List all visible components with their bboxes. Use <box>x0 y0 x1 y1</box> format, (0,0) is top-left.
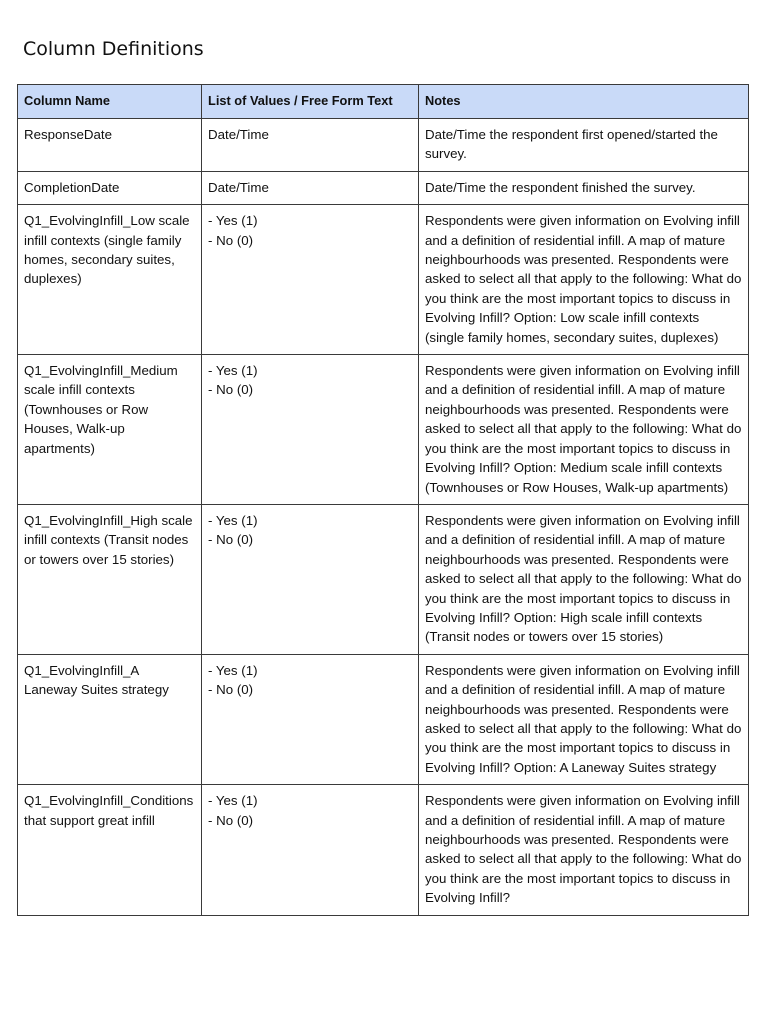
notes-cell: Respondents were given information on Evolving infill and a definition of residential infill. A map of mature neighbourhoods was presented. Respondents were asked to select all that apply to the following: What do you think are the most important topics to discuss in Evolving Infill? Option: High scale infill contexts (Transit nodes or towers over 15 stories) <box>419 504 749 654</box>
column-name-cell: CompletionDate <box>18 171 202 204</box>
values-cell <box>202 119 419 172</box>
value-item: - No (0) <box>208 382 254 398</box>
header-notes: Notes <box>419 85 749 119</box>
column-name-cell: Q1_EvolvingInfill_Medium scale infill contexts (Townhouses or Row Houses, Walk-up apartments) <box>18 355 202 505</box>
value-item: - No (0) <box>208 532 254 548</box>
value-item: - Yes (1) <box>208 363 258 379</box>
table-row <box>18 119 749 172</box>
notes-cell: Date/Time the respondent first opened/started the survey. <box>419 119 749 172</box>
values-cell <box>202 355 419 505</box>
notes-cell: Date/Time the respondent finished the survey. <box>419 171 749 204</box>
value-item: - Yes (1) <box>208 662 258 678</box>
value-item: Date/Time <box>208 179 269 195</box>
values-cell <box>202 654 419 784</box>
column-name-cell: ResponseDate <box>18 119 202 172</box>
value-item: - Yes (1) <box>208 213 258 229</box>
value-item: - No (0) <box>208 232 254 248</box>
column-name-cell: Q1_EvolvingInfill_A Laneway Suites strategy <box>18 654 202 784</box>
values-cell <box>202 785 419 915</box>
table-row <box>18 171 749 204</box>
notes-cell: Respondents were given information on Evolving infill and a definition of residential infill. A map of mature neighbourhoods was presented. Respondents were asked to select all that apply to the following: What do you think are the most important topics to discuss in Evolving Infill? Option: Medium scale infill contexts (Townhouses or Row Houses, Walk-up apartments) <box>419 355 749 505</box>
values-cell <box>202 171 419 204</box>
table-row <box>18 785 749 915</box>
column-definitions-table <box>17 84 749 916</box>
notes-cell: Respondents were given information on Evolving infill and a definition of residential infill. A map of mature neighbourhoods was presented. Respondents were asked to select all that apply to the following: What do you think are the most important topics to discuss in Evolving Infill? Option: A Laneway Suites strategy <box>419 654 749 784</box>
value-item: - Yes (1) <box>208 793 258 809</box>
header-column-name: Column Name <box>18 85 202 119</box>
values-cell <box>202 504 419 654</box>
page-title: Column Definitions <box>23 38 204 60</box>
column-name-cell: Q1_EvolvingInfill_Conditions that support great infill <box>18 785 202 915</box>
notes-cell: Respondents were given information on Evolving infill and a definition of residential infill. A map of mature neighbourhoods was presented. Respondents were asked to select all that apply to the following: What do you think are the most important topics to discuss in Evolving Infill? Option: Low scale infill contexts (single family homes, secondary suites, duplexes) <box>419 205 749 355</box>
table-row <box>18 654 749 784</box>
value-item: - No (0) <box>208 812 254 828</box>
column-name-cell: Q1_EvolvingInfill_High scale infill contexts (Transit nodes or towers over 15 stories) <box>18 504 202 654</box>
table-row <box>18 355 749 505</box>
header-list-of-values: List of Values / Free Form Text <box>202 85 419 119</box>
notes-cell: Respondents were given information on Evolving infill and a definition of residential infill. A map of mature neighbourhoods was presented. Respondents were asked to select all that apply to the following: What do you think are the most important topics to discuss in Evolving Infill? <box>419 785 749 915</box>
table-row <box>18 504 749 654</box>
table-row <box>18 205 749 355</box>
value-item: - Yes (1) <box>208 512 258 528</box>
values-cell <box>202 205 419 355</box>
value-item: Date/Time <box>208 127 269 142</box>
table-header-row <box>18 85 749 119</box>
value-item: - No (0) <box>208 682 254 698</box>
column-name-cell: Q1_EvolvingInfill_Low scale infill contexts (single family homes, secondary suites, duplexes) <box>18 205 202 355</box>
